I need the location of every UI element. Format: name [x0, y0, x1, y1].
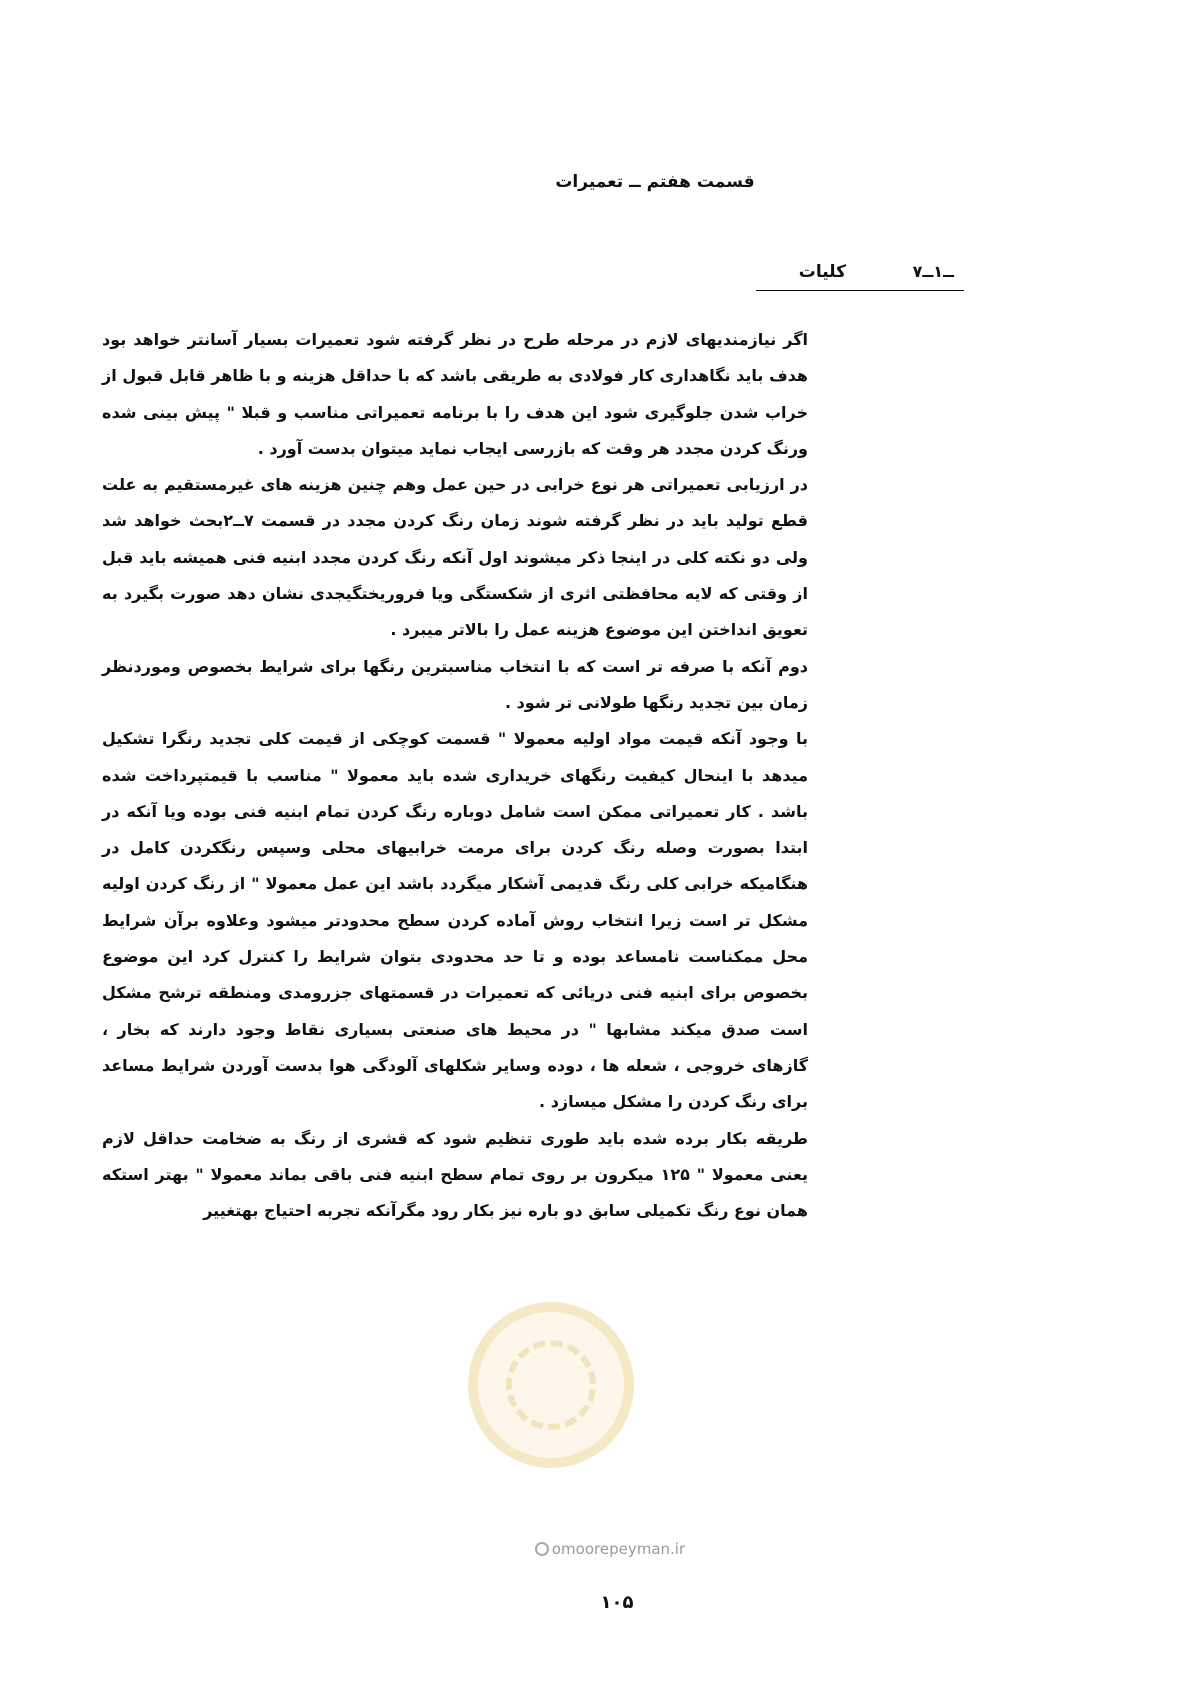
heading-number: ۷ــ۱ــ: [912, 262, 954, 281]
paragraph-5: طریقه بکار برده شده باید طوری تنظیم شود که قشری از رنگ به ضخامت حداقل لازم یعنی معمولا " ۱۲۵ میکرون بر روی تمام سطح ابنیه فنی باقی بماند معمولا " بهتر استکه همان نوع رنگ تکمیلی سابق دو باره نیز بکار رود مگرآنکه تجربه احتیاج بهتغییر: [102, 1128, 808, 1221]
paragraph-1: اگر نیازمندیهای لازم در مرحله طرح در نظر گرفته شود تعمیرات بسیار آسانتر خواهد بود هدف باید نگاهداری کار فولادی به طریقی باشد که با حداقل هزینه و با ظاهر قابل قبول از خراب شدن جلوگیری شود این هدف را با برنامه تعمیراتی مناسب و قبلا " پیش بینی شده ورنگ کردن مجدد هر وقت که بازرسی ایجاب نماید میتوان بدست آورد .: [102, 330, 808, 458]
watermark-gear-icon: [506, 1340, 596, 1430]
at-sign-icon: [535, 1542, 549, 1556]
page-number: ۱۰۵: [600, 1592, 634, 1613]
watermark-seal-icon: [468, 1302, 634, 1468]
heading-title: کلیات: [798, 262, 846, 282]
section-title: قسمت هفتم ــ تعمیرات: [555, 172, 755, 192]
body-text: [102, 322, 808, 1229]
paragraph-3: دوم آنکه با صرفه تر است که با انتخاب مناسبترین رنگها برای شرایط بخصوص وموردنظر زمان بین تجدید رنگها طولانی تر شود .: [102, 656, 808, 712]
paragraph-4: با وجود آنکه قیمت مواد اولیه معمولا " قسمت کوچکی از قیمت کلی تجدید رنگرا تشکیل میدهد با اینحال کیفیت رنگهای خریداری شده باید معمولا " مناسب با قیمتپرداخت شده باشد . کار تعمیراتی ممکن است شامل دوباره رنگ کردن تمام ابنیه فنی بوده ویا آنکه در ابتدا بصورت وصله رنگ کردن برای مرمت خرابیهای محلی وسپس رنگکردن کامل در هنگامیکه خرابی کلی رنگ قدیمی آشکار میگردد باشد این عمل معمولا " از رنگ کردن اولیه مشکل تر است زیرا انتخاب روش آماده کردن سطح محدودتر میشود وعلاوه برآن شرایط محل ممکناست نامساعد بوده و تا حد محدودی بتوان شرایط را کنترل کرد این موضوع بخصوص برای ابنیه فنی دریائی که تعمیرات در قسمتهای جزرومدی ومنطقه ترشح مشکل است صدق میکند مشابها " در محیط های صنعتی بسیاری نقاط وجود دارند که بخار ، گازهای خروجی ، شعله ها ، دوده وسایر شکلهای آلودگی هوا بدست آوردن شرایط مساعد برای رنگ کردن را مشکل میسازد .: [102, 729, 808, 1112]
watermark-site-text: omoorepeyman.ir: [551, 1540, 686, 1558]
paragraph-2: در ارزیابی تعمیراتی هر نوع خرابی در حین عمل وهم چنین هزینه های غیرمستقیم به علت قطع تولید باید در نظر گرفته شوند زمان رنگ کردن مجدد در قسمت ۷ــ۲بحث خواهد شد ولی دو نکته کلی در اینجا ذکر میشوند اول آنکه رنگ کردن مجدد ابنیه فنی همیشه باید قبل از وقتی که لایه محافظتی اثری از شکستگی ویا فروریختگیجدی نشان دهد صورت بگیرد به تعویق انداختن این موضوع هزینه عمل را بالاتر میبرد .: [102, 475, 808, 640]
section-heading: [756, 262, 964, 291]
watermark-site: [0, 1540, 1190, 1558]
